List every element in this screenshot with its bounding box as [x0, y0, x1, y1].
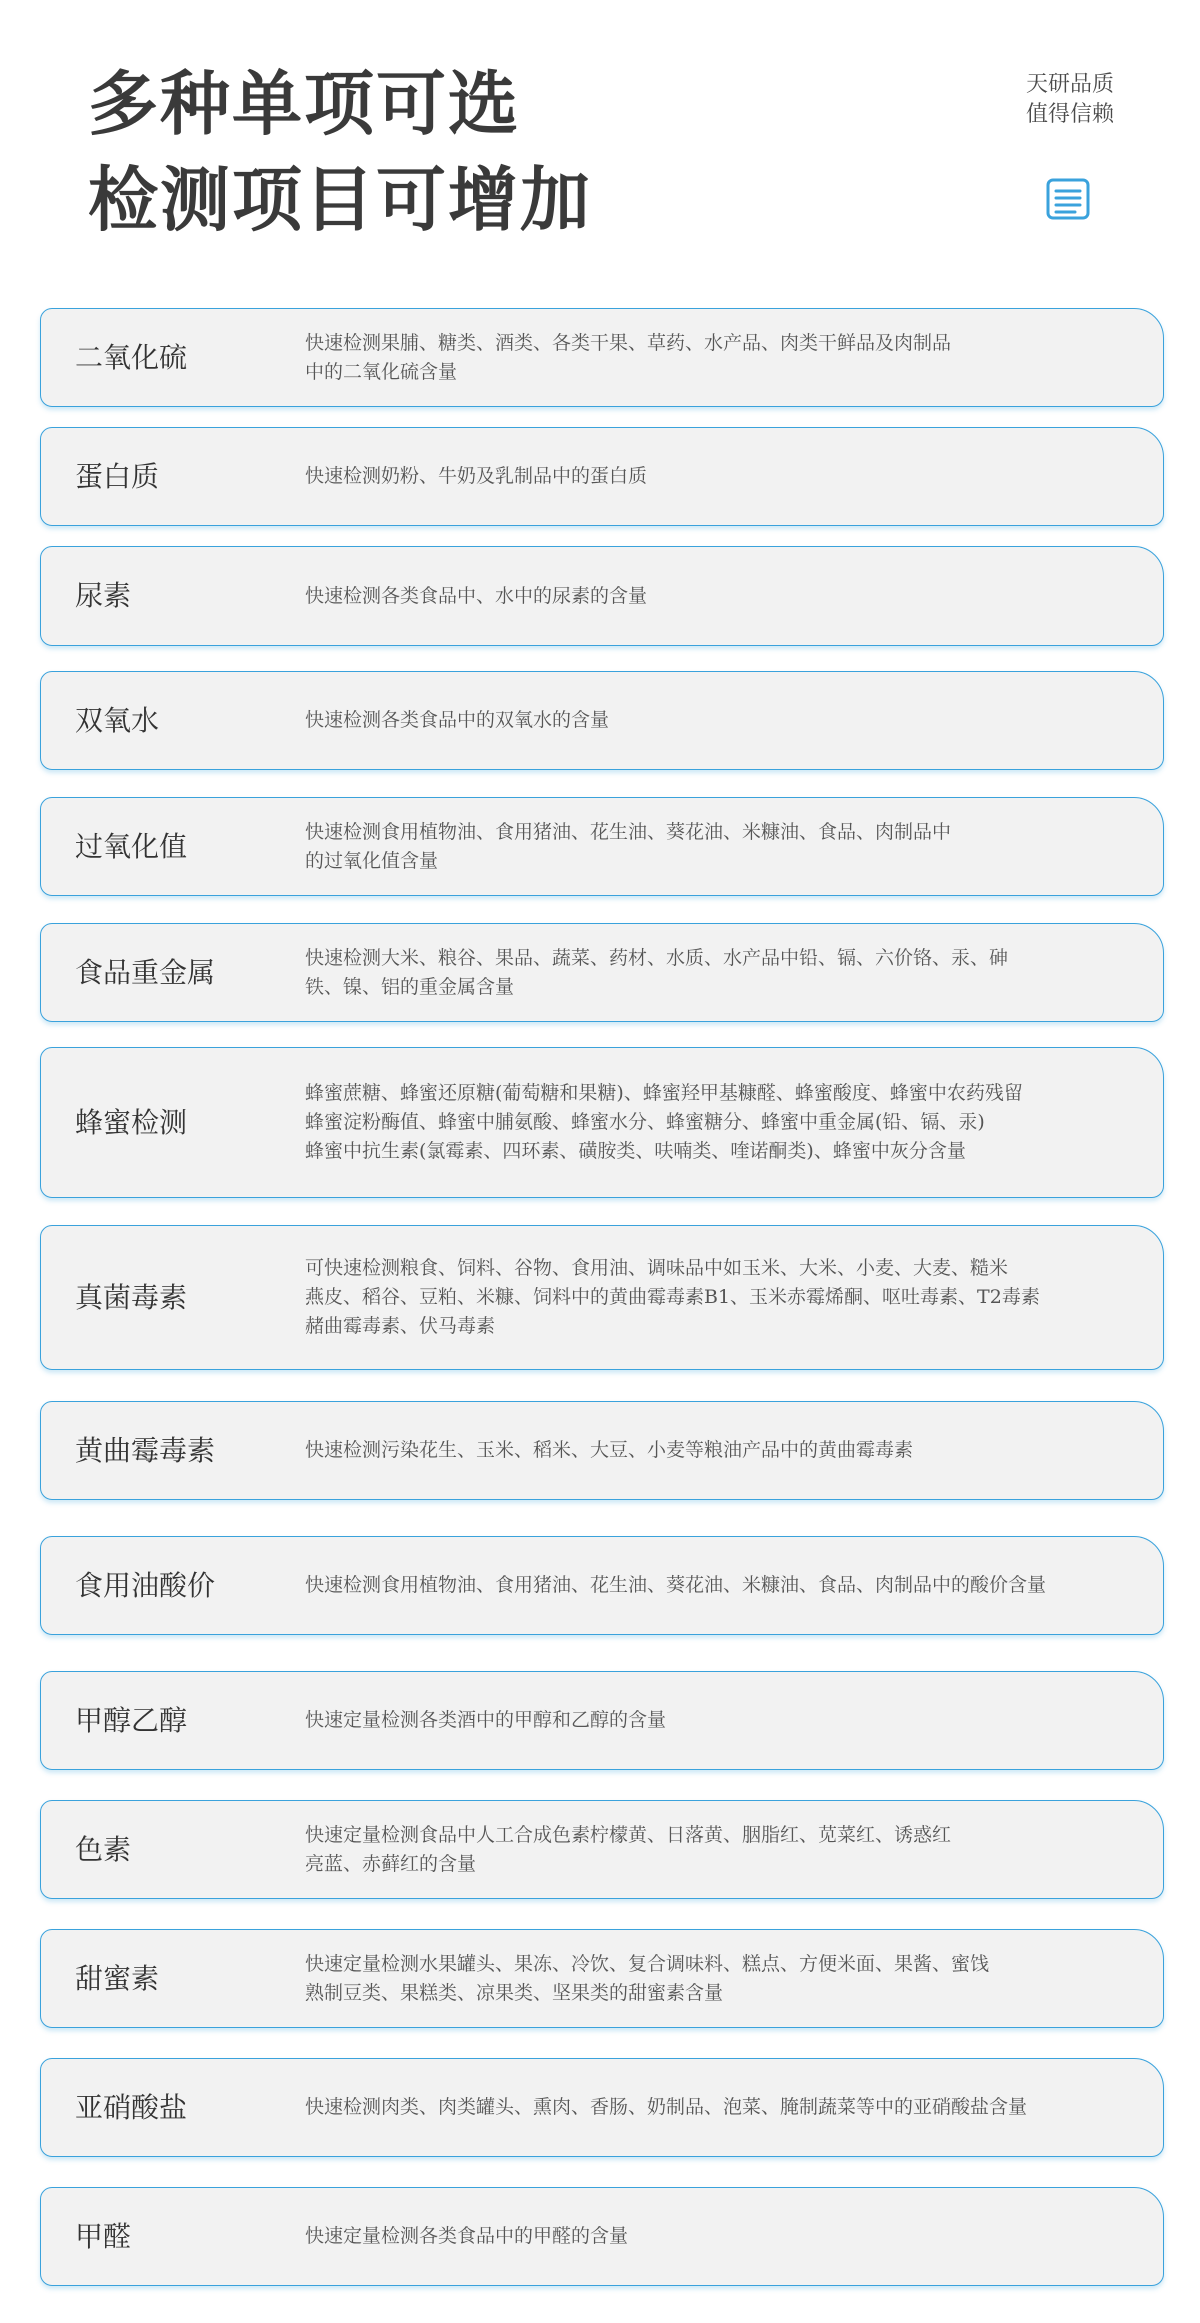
- test-item-card[interactable]: [40, 671, 1164, 770]
- test-item-name: 真菌毒素: [75, 1280, 188, 1314]
- test-item-name: 色素: [75, 1832, 132, 1866]
- test-item-description: [305, 706, 609, 735]
- test-item-description-line: 燕皮、稻谷、豆粕、米糠、饲料中的黄曲霉毒素B1、玉米赤霉烯酮、呕吐毒素、T2毒素: [305, 1286, 1040, 1308]
- menu-lines-icon: [1045, 176, 1091, 222]
- test-item-name: 黄曲霉毒素: [75, 1433, 216, 1467]
- test-item-description: [305, 2093, 1027, 2122]
- test-item-description: [305, 1821, 951, 1879]
- page-title: [88, 56, 592, 248]
- test-item-description: [305, 1950, 989, 2008]
- test-item-description-line: 快速检测大米、粮谷、果品、蔬菜、药材、水质、水产品中铅、镉、六价铬、汞、砷: [305, 946, 1009, 969]
- test-item-description-line: 快速检测奶粉、牛奶及乳制品中的蛋白质: [305, 465, 648, 487]
- test-item-description-line: 熟制豆类、果糕类、凉果类、坚果类的甜蜜素含量: [305, 1981, 724, 2004]
- test-item-description-line: 快速检测各类食品中的双氧水的含量: [305, 709, 610, 731]
- page-title-line-1: 多种单项可选: [88, 62, 520, 145]
- test-item-description-line: 蜂蜜淀粉酶值、蜂蜜中脯氨酸、蜂蜜水分、蜂蜜糖分、蜂蜜中重金属(铅、镉、汞): [305, 1111, 985, 1133]
- test-item-description-line: 亮蓝、赤藓红的含量: [305, 1852, 477, 1875]
- brand-slogan: [1010, 70, 1130, 130]
- test-item-description: [305, 582, 647, 611]
- test-item-card[interactable]: [40, 797, 1164, 896]
- test-item-name: 甜蜜素: [75, 1961, 160, 1995]
- test-item-name: 过氧化值: [75, 829, 188, 863]
- test-item-card[interactable]: [40, 1047, 1164, 1198]
- test-item-name: 食用油酸价: [75, 1568, 216, 1602]
- test-item-description-line: 的过氧化值含量: [305, 849, 439, 872]
- test-item-description: [305, 1706, 666, 1735]
- brand-slogan-line-1: 天研品质: [1025, 72, 1114, 97]
- test-item-name: 蜂蜜检测: [75, 1105, 188, 1139]
- test-item-name: 甲醛: [75, 2219, 132, 2253]
- test-item-description-line: 快速定量检测食品中人工合成色素柠檬黄、日落黄、胭脂红、苋菜红、诱惑红: [305, 1823, 952, 1846]
- test-item-description-line: 快速检测肉类、肉类罐头、熏肉、香肠、奶制品、泡菜、腌制蔬菜等中的亚硝酸盐含量: [305, 2096, 1028, 2118]
- test-item-name: 蛋白质: [75, 459, 160, 493]
- test-item-card[interactable]: [40, 1671, 1164, 1770]
- test-item-card[interactable]: [40, 427, 1164, 526]
- test-item-description-line: 铁、镍、铝的重金属含量: [305, 975, 515, 998]
- test-item-description-line: 蜂蜜蔗糖、蜂蜜还原糖(葡萄糖和果糖)、蜂蜜羟甲基糠醛、蜂蜜酸度、蜂蜜中农药残留: [305, 1082, 1023, 1104]
- test-item-description: [305, 2222, 628, 2251]
- test-item-card[interactable]: [40, 1225, 1164, 1370]
- test-item-description-line: 中的二氧化硫含量: [305, 360, 458, 383]
- test-item-description: [305, 818, 951, 876]
- test-item-description-line: 快速定量检测各类酒中的甲醇和乙醇的含量: [305, 1709, 667, 1731]
- test-item-description: [305, 1571, 1046, 1600]
- test-item-card[interactable]: [40, 546, 1164, 646]
- test-item-name: 二氧化硫: [75, 340, 188, 374]
- test-item-name: 尿素: [75, 579, 132, 612]
- test-item-description: [305, 1079, 1023, 1166]
- test-item-description-line: 快速检测污染花生、玉米、稻米、大豆、小麦等粮油产品中的黄曲霉毒素: [305, 1439, 914, 1461]
- test-item-description: [305, 462, 647, 491]
- test-item-description: [305, 944, 1008, 1002]
- test-item-description-line: 快速检测各类食品中、水中的尿素的含量: [305, 584, 648, 607]
- menu-button[interactable]: [1045, 176, 1091, 222]
- test-item-description-line: 快速检测果脯、糖类、酒类、各类干果、草药、水产品、肉类干鲜品及肉制品: [305, 331, 952, 354]
- test-item-description-line: 赭曲霉毒素、伏马毒素: [305, 1315, 496, 1337]
- test-item-card[interactable]: [40, 1929, 1164, 2028]
- test-item-description-line: 可快速检测粮食、饲料、谷物、食用油、调味品中如玉米、大米、小麦、大麦、糙米: [305, 1257, 1009, 1279]
- test-item-card[interactable]: [40, 1800, 1164, 1899]
- test-item-name: 甲醇乙醇: [75, 1703, 188, 1737]
- test-item-name: 双氧水: [75, 703, 160, 737]
- test-item-name: 食品重金属: [75, 955, 216, 989]
- brand-slogan-line-2: 值得信赖: [1025, 102, 1114, 127]
- test-item-description-line: 快速检测食用植物油、食用猪油、花生油、葵花油、米糠油、食品、肉制品中的酸价含量: [305, 1574, 1047, 1596]
- test-item-description-line: 快速定量检测水果罐头、果冻、冷饮、复合调味料、糕点、方便米面、果酱、蜜饯: [305, 1952, 990, 1975]
- test-item-card[interactable]: [40, 2058, 1164, 2157]
- test-item-name: 亚硝酸盐: [75, 2090, 188, 2124]
- test-item-description-line: 快速检测食用植物油、食用猪油、花生油、葵花油、米糠油、食品、肉制品中: [305, 820, 952, 843]
- page-title-line-2: 检测项目可增加: [88, 158, 592, 241]
- test-item-card[interactable]: [40, 923, 1164, 1022]
- test-item-description-line: 蜂蜜中抗生素(氯霉素、四环素、磺胺类、呋喃类、喹诺酮类)、蜂蜜中灰分含量: [305, 1140, 966, 1162]
- test-item-card[interactable]: [40, 1401, 1164, 1500]
- test-item-card[interactable]: [40, 308, 1164, 407]
- test-item-description: [305, 329, 951, 387]
- test-item-card[interactable]: [40, 1536, 1164, 1635]
- test-item-description-line: 快速定量检测各类食品中的甲醛的含量: [305, 2225, 629, 2247]
- test-item-card[interactable]: [40, 2187, 1164, 2286]
- test-item-description: [305, 1436, 913, 1465]
- test-item-description: [305, 1254, 1040, 1341]
